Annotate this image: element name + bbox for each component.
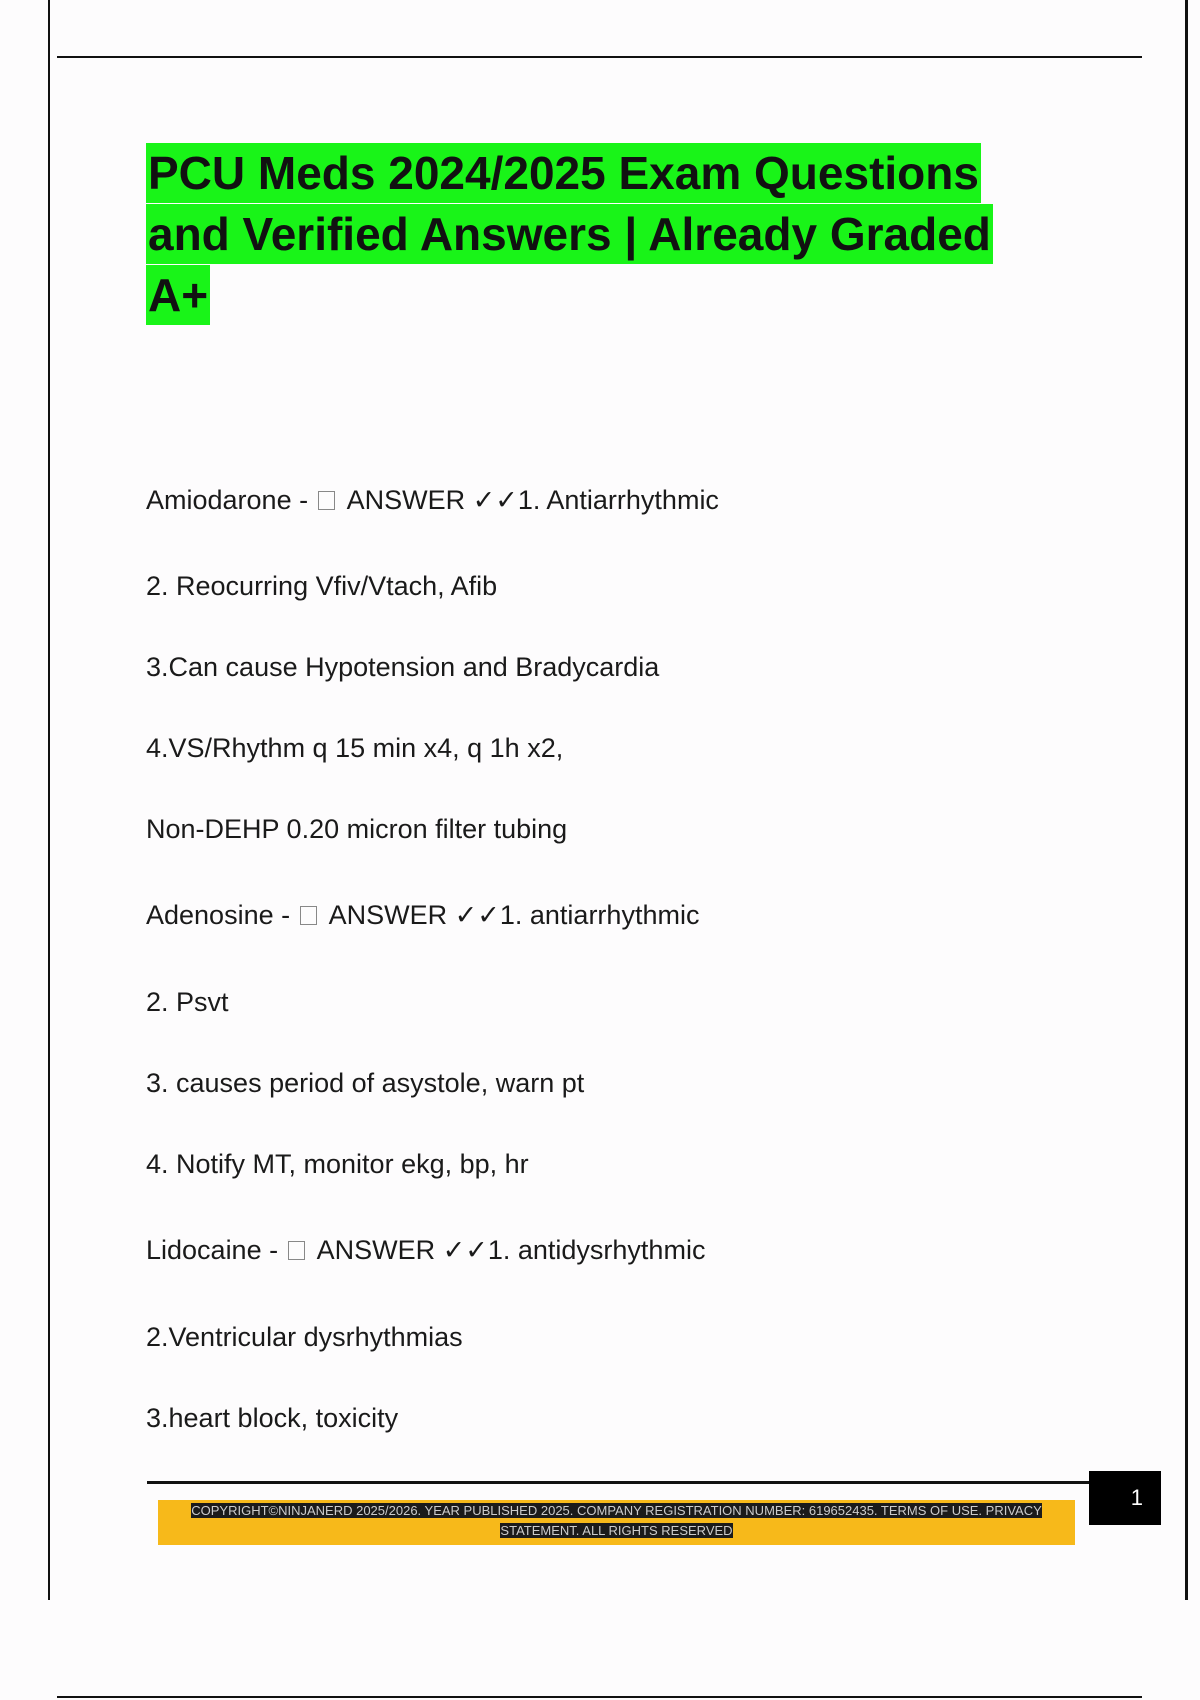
- question-term: Adenosine -: [146, 900, 298, 930]
- header-rule: [57, 56, 1142, 58]
- question-lidocaine: [146, 1233, 705, 1267]
- title-line-2: and Verified Answers | Already Graded: [146, 204, 993, 264]
- title-line-3: A+: [146, 265, 210, 325]
- answer-line: 3.heart block, toxicity: [146, 1403, 399, 1433]
- checkbox-icon: [288, 1241, 305, 1260]
- title-line-1: PCU Meds 2024/2025 Exam Questions: [146, 143, 981, 203]
- answer-text: ANSWER ✓✓1. antiarrhythmic: [322, 900, 700, 930]
- copyright-line-2: STATEMENT. ALL RIGHTS RESERVED: [500, 1523, 733, 1538]
- answer-line: 2. Reocurring Vfiv/Vtach, Afib: [146, 571, 498, 601]
- checkbox-icon: [300, 906, 317, 925]
- question-term: Amiodarone -: [146, 485, 316, 515]
- answer-line: 4.VS/Rhythm q 15 min x4, q 1h x2,: [146, 733, 564, 763]
- page-number-text: 1: [1130, 1485, 1143, 1510]
- answer-line: 2. Psvt: [146, 987, 229, 1017]
- next-page-rule: [57, 1696, 1142, 1698]
- page-border-left: [48, 0, 50, 1600]
- answer-line: 4. Notify MT, monitor ekg, bp, hr: [146, 1149, 529, 1179]
- question-adenosine: [146, 898, 699, 932]
- footer-rule: [147, 1481, 1090, 1484]
- copyright-line-1: COPYRIGHT©NINJANERD 2025/2026. YEAR PUBLISHED 2025. COMPANY REGISTRATION NUMBER: 619652435. TERMS OF USE. PRIVACY: [191, 1503, 1042, 1518]
- answer-text: ANSWER ✓✓1. Antiarrhythmic: [340, 485, 719, 515]
- answer-line: Non-DEHP 0.20 micron filter tubing: [146, 814, 568, 844]
- copyright-banner: [158, 1500, 1075, 1545]
- answer-line: 3. causes period of asystole, warn pt: [146, 1068, 585, 1098]
- answer-line: 3.Can cause Hypotension and Bradycardia: [146, 652, 660, 682]
- page-border-right: [1185, 0, 1188, 1600]
- question-amiodarone: [146, 483, 719, 517]
- answer-text: ANSWER ✓✓1. antidysrhythmic: [310, 1235, 706, 1265]
- checkbox-icon: [318, 491, 335, 510]
- document-title: [146, 143, 1066, 326]
- question-term: Lidocaine -: [146, 1235, 286, 1265]
- page-number: [1089, 1471, 1161, 1525]
- answer-line: 2.Ventricular dysrhythmias: [146, 1322, 463, 1352]
